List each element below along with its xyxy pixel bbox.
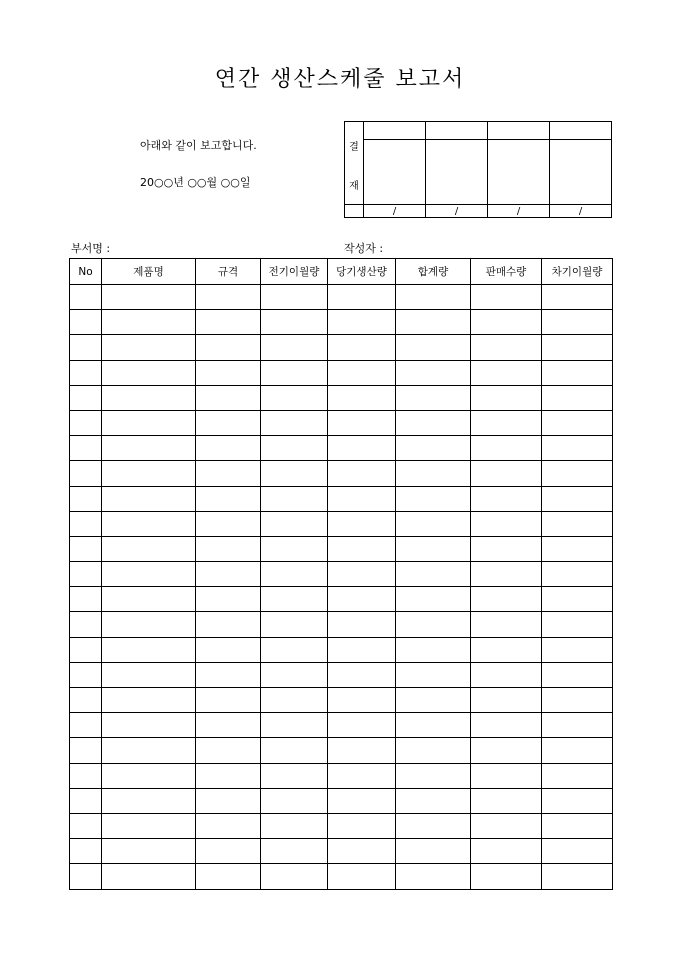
table-row bbox=[70, 662, 613, 687]
table-cell[interactable] bbox=[328, 562, 396, 587]
table-cell[interactable] bbox=[196, 360, 261, 385]
table-cell[interactable] bbox=[542, 738, 613, 763]
table-row bbox=[70, 562, 613, 587]
table-cell[interactable] bbox=[261, 612, 328, 637]
table-cell[interactable] bbox=[261, 713, 328, 738]
table-cell[interactable] bbox=[196, 713, 261, 738]
table-cell[interactable] bbox=[70, 662, 102, 687]
table-cell[interactable] bbox=[396, 410, 471, 435]
header-sales-quantity: 판매수량 bbox=[471, 259, 542, 285]
table-cell[interactable] bbox=[328, 536, 396, 561]
table-cell[interactable] bbox=[396, 688, 471, 713]
table-cell[interactable] bbox=[70, 360, 102, 385]
approval-date-mark: / bbox=[488, 205, 550, 218]
table-row bbox=[70, 536, 613, 561]
table-cell[interactable] bbox=[196, 486, 261, 511]
table-cell[interactable] bbox=[261, 511, 328, 536]
table-cell[interactable] bbox=[471, 788, 542, 813]
table-cell[interactable] bbox=[328, 310, 396, 335]
table-cell[interactable] bbox=[102, 864, 196, 889]
header-no: No bbox=[70, 259, 102, 285]
author-label: 작성자 : bbox=[344, 242, 384, 255]
table-cell[interactable] bbox=[396, 713, 471, 738]
table-cell[interactable] bbox=[471, 310, 542, 335]
table-row bbox=[70, 285, 613, 310]
table-cell[interactable] bbox=[196, 410, 261, 435]
table-cell[interactable] bbox=[542, 713, 613, 738]
page-title: 연간 생산스케줄 보고서 bbox=[214, 67, 466, 92]
table-cell[interactable] bbox=[542, 360, 613, 385]
table-row bbox=[70, 788, 613, 813]
table-row bbox=[70, 511, 613, 536]
table-cell[interactable] bbox=[328, 662, 396, 687]
table-cell[interactable] bbox=[328, 612, 396, 637]
table-cell[interactable] bbox=[542, 410, 613, 435]
table-cell[interactable] bbox=[471, 360, 542, 385]
table-cell[interactable] bbox=[542, 461, 613, 486]
table-cell[interactable] bbox=[70, 637, 102, 662]
table-cell[interactable] bbox=[102, 461, 196, 486]
header-total: 합계량 bbox=[396, 259, 471, 285]
table-row bbox=[70, 738, 613, 763]
header-product-name: 제품명 bbox=[102, 259, 196, 285]
table-cell[interactable] bbox=[196, 285, 261, 310]
table-cell[interactable] bbox=[471, 285, 542, 310]
table-cell[interactable] bbox=[328, 738, 396, 763]
table-cell[interactable] bbox=[328, 385, 396, 410]
approval-label-top: 결 재 bbox=[345, 122, 364, 205]
table-cell[interactable] bbox=[261, 410, 328, 435]
table-cell[interactable] bbox=[196, 310, 261, 335]
table-cell[interactable] bbox=[542, 788, 613, 813]
table-row bbox=[70, 688, 613, 713]
table-cell[interactable] bbox=[471, 335, 542, 360]
table-cell[interactable] bbox=[471, 562, 542, 587]
table-cell[interactable] bbox=[70, 763, 102, 788]
table-cell[interactable] bbox=[102, 360, 196, 385]
table-row bbox=[70, 310, 613, 335]
table-cell[interactable] bbox=[196, 562, 261, 587]
table-cell[interactable] bbox=[471, 410, 542, 435]
table-cell[interactable] bbox=[471, 486, 542, 511]
table-cell[interactable] bbox=[471, 461, 542, 486]
table-cell[interactable] bbox=[471, 587, 542, 612]
table-cell[interactable] bbox=[471, 536, 542, 561]
table-cell[interactable] bbox=[542, 335, 613, 360]
table-row bbox=[70, 763, 613, 788]
table-cell[interactable] bbox=[261, 335, 328, 360]
table-cell[interactable] bbox=[261, 763, 328, 788]
table-row bbox=[70, 713, 613, 738]
approval-sign-cell-4[interactable] bbox=[550, 139, 612, 204]
table-cell[interactable] bbox=[328, 461, 396, 486]
table-cell[interactable] bbox=[328, 763, 396, 788]
table-row bbox=[70, 813, 613, 838]
table-cell[interactable] bbox=[542, 436, 613, 461]
table-cell[interactable] bbox=[471, 637, 542, 662]
table-cell[interactable] bbox=[196, 839, 261, 864]
table-cell[interactable] bbox=[70, 587, 102, 612]
header-spec: 규격 bbox=[196, 259, 261, 285]
table-cell[interactable] bbox=[328, 864, 396, 889]
table-cell[interactable] bbox=[70, 788, 102, 813]
table-cell[interactable] bbox=[261, 864, 328, 889]
table-cell[interactable] bbox=[70, 813, 102, 838]
table-cell[interactable] bbox=[70, 461, 102, 486]
table-cell[interactable] bbox=[396, 587, 471, 612]
table-cell[interactable] bbox=[471, 662, 542, 687]
table-cell[interactable] bbox=[471, 763, 542, 788]
approval-title-cell-2[interactable] bbox=[426, 122, 488, 140]
table-cell[interactable] bbox=[102, 738, 196, 763]
table-cell[interactable] bbox=[396, 285, 471, 310]
schedule-table bbox=[69, 258, 613, 890]
table-row bbox=[70, 637, 613, 662]
approval-date-mark: / bbox=[364, 205, 426, 218]
table-cell[interactable] bbox=[196, 637, 261, 662]
approval-label-bottom: 재 bbox=[349, 181, 359, 192]
table-cell[interactable] bbox=[196, 335, 261, 360]
table-cell[interactable] bbox=[471, 738, 542, 763]
table-cell[interactable] bbox=[196, 461, 261, 486]
table-cell[interactable] bbox=[70, 285, 102, 310]
table-cell[interactable] bbox=[70, 486, 102, 511]
table-cell[interactable] bbox=[70, 536, 102, 561]
approval-title-cell-1[interactable] bbox=[364, 122, 426, 140]
table-cell[interactable] bbox=[396, 536, 471, 561]
table-cell[interactable] bbox=[542, 486, 613, 511]
table-cell[interactable] bbox=[396, 839, 471, 864]
table-cell[interactable] bbox=[196, 813, 261, 838]
table-cell[interactable] bbox=[328, 360, 396, 385]
table-cell[interactable] bbox=[196, 587, 261, 612]
table-cell[interactable] bbox=[261, 360, 328, 385]
table-cell[interactable] bbox=[396, 436, 471, 461]
table-row bbox=[70, 839, 613, 864]
table-cell[interactable] bbox=[261, 310, 328, 335]
table-cell[interactable] bbox=[70, 385, 102, 410]
table-row bbox=[70, 436, 613, 461]
approval-title-cell-3[interactable] bbox=[488, 122, 550, 140]
table-cell[interactable] bbox=[102, 436, 196, 461]
table-cell[interactable] bbox=[396, 461, 471, 486]
table-cell[interactable] bbox=[261, 285, 328, 310]
table-cell[interactable] bbox=[70, 612, 102, 637]
table-cell[interactable] bbox=[328, 813, 396, 838]
table-cell[interactable] bbox=[542, 385, 613, 410]
report-date: 20○○년 ○○월 ○○일 bbox=[140, 176, 251, 189]
approval-date-label-cell bbox=[345, 205, 364, 218]
table-cell[interactable] bbox=[196, 688, 261, 713]
approval-sign-cell-3[interactable] bbox=[488, 139, 550, 204]
table-cell[interactable] bbox=[542, 536, 613, 561]
table-cell[interactable] bbox=[70, 738, 102, 763]
table-cell[interactable] bbox=[102, 511, 196, 536]
table-cell[interactable] bbox=[328, 688, 396, 713]
table-cell[interactable] bbox=[396, 486, 471, 511]
table-cell[interactable] bbox=[261, 813, 328, 838]
table-cell[interactable] bbox=[328, 335, 396, 360]
table-cell[interactable] bbox=[261, 436, 328, 461]
table-cell[interactable] bbox=[261, 839, 328, 864]
table-cell[interactable] bbox=[196, 536, 261, 561]
table-cell[interactable] bbox=[396, 562, 471, 587]
table-cell[interactable] bbox=[396, 335, 471, 360]
table-cell[interactable] bbox=[396, 788, 471, 813]
table-cell[interactable] bbox=[102, 310, 196, 335]
table-cell[interactable] bbox=[471, 813, 542, 838]
table-cell[interactable] bbox=[396, 310, 471, 335]
table-cell[interactable] bbox=[102, 763, 196, 788]
header-next-carryover: 차기이월량 bbox=[542, 259, 613, 285]
table-cell[interactable] bbox=[261, 562, 328, 587]
table-cell[interactable] bbox=[261, 486, 328, 511]
table-cell[interactable] bbox=[396, 813, 471, 838]
table-cell[interactable] bbox=[70, 436, 102, 461]
table-cell[interactable] bbox=[396, 612, 471, 637]
table-cell[interactable] bbox=[328, 285, 396, 310]
table-cell[interactable] bbox=[328, 587, 396, 612]
table-cell[interactable] bbox=[102, 335, 196, 360]
table-cell[interactable] bbox=[261, 385, 328, 410]
header-prior-carryover: 전기이월량 bbox=[261, 259, 328, 285]
table-cell[interactable] bbox=[196, 385, 261, 410]
table-cell[interactable] bbox=[542, 839, 613, 864]
table-cell[interactable] bbox=[102, 612, 196, 637]
table-row bbox=[70, 360, 613, 385]
table-cell[interactable] bbox=[542, 688, 613, 713]
table-cell[interactable] bbox=[542, 662, 613, 687]
table-cell[interactable] bbox=[471, 385, 542, 410]
table-cell[interactable] bbox=[102, 587, 196, 612]
table-cell[interactable] bbox=[70, 562, 102, 587]
table-cell[interactable] bbox=[261, 461, 328, 486]
table-row bbox=[70, 864, 613, 889]
table-cell[interactable] bbox=[261, 788, 328, 813]
table-cell[interactable] bbox=[396, 662, 471, 687]
table-cell[interactable] bbox=[471, 688, 542, 713]
table-cell[interactable] bbox=[471, 612, 542, 637]
table-row bbox=[70, 587, 613, 612]
table-cell[interactable] bbox=[471, 713, 542, 738]
table-cell[interactable] bbox=[261, 688, 328, 713]
table-cell[interactable] bbox=[102, 536, 196, 561]
table-cell[interactable] bbox=[196, 864, 261, 889]
table-cell[interactable] bbox=[196, 612, 261, 637]
table-header-row bbox=[70, 259, 613, 285]
table-cell[interactable] bbox=[196, 763, 261, 788]
table-row bbox=[70, 461, 613, 486]
table-cell[interactable] bbox=[196, 662, 261, 687]
table-cell[interactable] bbox=[102, 662, 196, 687]
table-cell[interactable] bbox=[102, 385, 196, 410]
table-cell[interactable] bbox=[471, 864, 542, 889]
table-cell[interactable] bbox=[261, 738, 328, 763]
approval-date-mark: / bbox=[426, 205, 488, 218]
table-cell[interactable] bbox=[102, 562, 196, 587]
table-cell[interactable] bbox=[542, 813, 613, 838]
table-cell[interactable] bbox=[471, 436, 542, 461]
approval-date-mark: / bbox=[550, 205, 612, 218]
table-cell[interactable] bbox=[102, 788, 196, 813]
table-cell[interactable] bbox=[70, 713, 102, 738]
table-cell[interactable] bbox=[261, 536, 328, 561]
table-cell[interactable] bbox=[396, 360, 471, 385]
table-cell[interactable] bbox=[70, 688, 102, 713]
table-cell[interactable] bbox=[261, 587, 328, 612]
intro-text: 아래와 같이 보고합니다. bbox=[140, 139, 257, 152]
table-cell[interactable] bbox=[102, 713, 196, 738]
approval-box bbox=[344, 121, 612, 218]
table-cell[interactable] bbox=[102, 637, 196, 662]
table-cell[interactable] bbox=[70, 864, 102, 889]
table-cell[interactable] bbox=[542, 637, 613, 662]
table-cell[interactable] bbox=[542, 285, 613, 310]
table-cell[interactable] bbox=[70, 511, 102, 536]
table-cell[interactable] bbox=[70, 410, 102, 435]
table-row bbox=[70, 335, 613, 360]
table-cell[interactable] bbox=[102, 813, 196, 838]
approval-title-cell-4[interactable] bbox=[550, 122, 612, 140]
table-body bbox=[70, 285, 613, 890]
table-cell[interactable] bbox=[396, 385, 471, 410]
table-cell[interactable] bbox=[471, 839, 542, 864]
table-cell[interactable] bbox=[328, 511, 396, 536]
table-row bbox=[70, 612, 613, 637]
table-cell[interactable] bbox=[328, 788, 396, 813]
table-cell[interactable] bbox=[396, 511, 471, 536]
approval-sign-cell-1[interactable] bbox=[364, 139, 426, 204]
table-cell[interactable] bbox=[102, 285, 196, 310]
table-cell[interactable] bbox=[542, 763, 613, 788]
table-row bbox=[70, 410, 613, 435]
table-cell[interactable] bbox=[196, 738, 261, 763]
table-cell[interactable] bbox=[102, 410, 196, 435]
table-cell[interactable] bbox=[542, 864, 613, 889]
table-cell[interactable] bbox=[328, 410, 396, 435]
table-cell[interactable] bbox=[328, 839, 396, 864]
table-row bbox=[70, 486, 613, 511]
table-cell[interactable] bbox=[261, 637, 328, 662]
table-cell[interactable] bbox=[328, 486, 396, 511]
table-cell[interactable] bbox=[396, 763, 471, 788]
table-cell[interactable] bbox=[542, 562, 613, 587]
table-cell[interactable] bbox=[70, 335, 102, 360]
table-cell[interactable] bbox=[396, 637, 471, 662]
table-row bbox=[70, 385, 613, 410]
table-cell[interactable] bbox=[328, 637, 396, 662]
table-cell[interactable] bbox=[542, 612, 613, 637]
table-cell[interactable] bbox=[542, 511, 613, 536]
table-cell[interactable] bbox=[196, 788, 261, 813]
table-cell[interactable] bbox=[196, 511, 261, 536]
table-cell[interactable] bbox=[328, 436, 396, 461]
table-cell[interactable] bbox=[70, 839, 102, 864]
table-cell[interactable] bbox=[396, 864, 471, 889]
table-cell[interactable] bbox=[196, 436, 261, 461]
table-cell[interactable] bbox=[396, 738, 471, 763]
table-cell[interactable] bbox=[328, 713, 396, 738]
table-cell[interactable] bbox=[102, 486, 196, 511]
table-cell[interactable] bbox=[471, 511, 542, 536]
table-cell[interactable] bbox=[261, 662, 328, 687]
table-cell[interactable] bbox=[70, 310, 102, 335]
table-cell[interactable] bbox=[542, 587, 613, 612]
table-cell[interactable] bbox=[102, 839, 196, 864]
table-cell[interactable] bbox=[542, 310, 613, 335]
department-label: 부서명 : bbox=[71, 242, 111, 255]
table-cell[interactable] bbox=[102, 688, 196, 713]
approval-sign-cell-2[interactable] bbox=[426, 139, 488, 204]
header-current-production: 당기생산량 bbox=[328, 259, 396, 285]
